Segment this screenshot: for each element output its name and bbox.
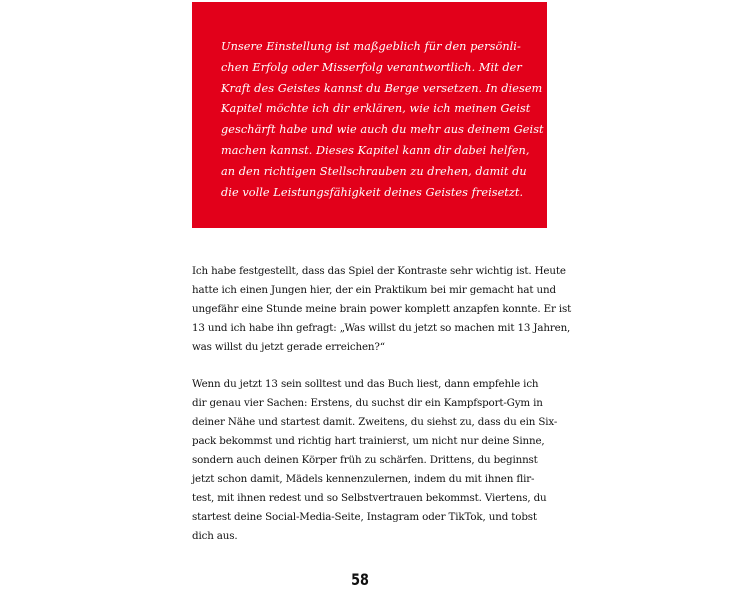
body-text-line: startest deine Social-Media-Seite, Instagram oder TikTok, und tobst	[192, 511, 537, 523]
body-text-line: dir genau vier Sachen: Erstens, du suchst dir ein Kampfsport-Gym in	[192, 397, 543, 409]
intro-text-line: die volle Leistungsfähigkeit deines Geistes freisetzt.	[221, 185, 524, 199]
body-text-line: deiner Nähe und startest damit. Zweitens, du siehst zu, dass du ein Six-	[192, 416, 558, 428]
intro-text-line: geschärft habe und wie auch du mehr aus deinem Geist	[221, 123, 544, 137]
intro-text-line: Kraft des Geistes kannst du Berge versetzen. In diesem	[221, 81, 543, 95]
intro-callout-box	[192, 2, 547, 228]
body-text-line: jetzt schon damit, Mädels kennenzulernen, indem du mit ihnen flir-	[192, 473, 535, 485]
body-text-line: hatte ich einen Jungen hier, der ein Praktikum bei mir gemacht hat und	[192, 284, 556, 296]
body-text-line: Ich habe festgestellt, dass das Spiel der Kontraste sehr wichtig ist. Heute	[192, 265, 566, 277]
body-text-line: test, mit ihnen redest und so Selbstvertrauen bekommst. Viertens, du	[192, 492, 547, 504]
body-text-line: pack bekommst und richtig hart trainierst, um nicht nur deine Sinne,	[192, 435, 545, 447]
intro-text-line: Unsere Einstellung ist maßgeblich für den persönli-	[221, 40, 521, 53]
intro-text-line: an den richtigen Stellschrauben zu drehen, damit du	[221, 164, 527, 178]
body-text-line: Wenn du jetzt 13 sein solltest und das Buch liest, dann empfehle ich	[192, 378, 539, 390]
page-number: 58	[351, 570, 369, 589]
body-text-line: 13 und ich habe ihn gefragt: „Was willst du jetzt so machen mit 13 Jahren,	[192, 322, 571, 334]
intro-text-line: Kapitel möchte ich dir erklären, wie ich meinen Geist	[221, 102, 531, 116]
intro-text-line: machen kannst. Dieses Kapitel kann dir dabei helfen,	[221, 143, 530, 157]
body-text-line: ungefähr eine Stunde meine brain power komplett anzapfen konnte. Er ist	[192, 303, 572, 315]
body-text-line: dich aus.	[192, 530, 238, 542]
intro-text-line: chen Erfolg oder Misserfolg verantwortlich. Mit der	[221, 60, 522, 74]
body-text-line: was willst du jetzt gerade erreichen?“	[192, 341, 385, 353]
body-paragraph-1	[192, 262, 572, 357]
body-paragraph-2	[192, 375, 558, 546]
body-text-line: sondern auch deinen Körper früh zu schärfen. Drittens, du beginnst	[192, 454, 538, 466]
